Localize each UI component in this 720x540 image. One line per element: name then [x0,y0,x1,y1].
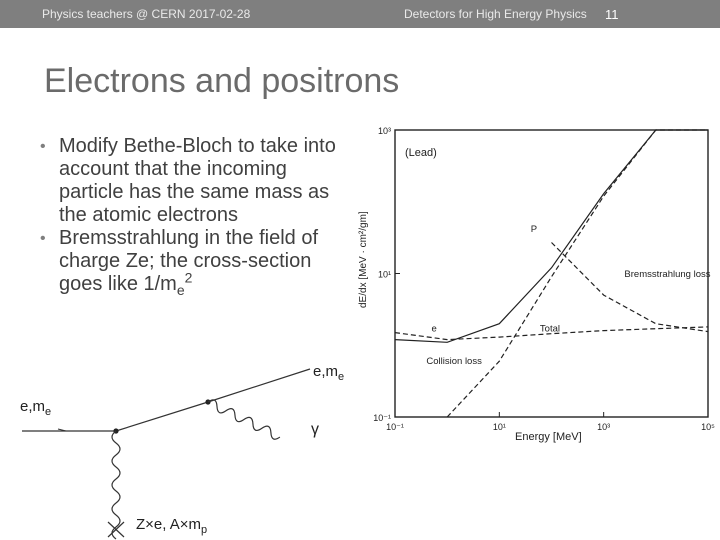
virtual-photon-line [112,431,120,539]
y-tick-label: 10⁻¹ [373,413,391,423]
y-tick-label: 10¹ [377,269,391,280]
incoming-label: $e,m_e$ [20,398,52,418]
bullet-superscript: 2 [184,269,193,286]
nucleus-label: Z×e, $A\times m_p$ [136,516,208,536]
x-axis-label: Energy [MeV] [515,431,582,443]
header-right-text: Detectors for High Energy Physics [404,7,587,21]
slide-title: Electrons and positrons [44,62,400,100]
bullet-icon: • [40,230,46,247]
series-line-p [552,243,709,332]
bullet-item [40,135,355,227]
energy-loss-chart [350,118,720,453]
curve-label-collision: Collision loss [426,355,482,367]
curve-label-e: e [431,323,437,335]
bullet-subscript: e [176,282,185,298]
y-tick-label: 10³ [377,126,391,136]
electron-internal-line [116,402,208,431]
nucleus-cross-icon [108,522,124,537]
bullet-text: Modify Bethe-Bloch to take into account that the incoming particle has the same mass as the atomic electrons [59,135,336,226]
outgoing-label: $e,m_e$ [313,363,345,383]
bremsstrahlung-diagram [0,355,360,540]
curve-label-p: P [530,223,538,235]
x-tick-label: 10⁵ [701,422,715,432]
photon-label: γ [311,421,319,438]
series-line-total [395,130,711,342]
chart-title: (Lead) [405,147,437,159]
x-tick-label: 10⁻¹ [386,422,404,432]
bullet-text: Bremsstrahlung in the field of charge Ze; the cross-section goes like 1/m [59,227,319,295]
outgoing-electron-line [208,369,310,402]
x-tick-label: 10¹ [492,422,506,432]
y-axis-label: dE/dx [MeV · cm²/gm] [358,211,369,308]
x-tick-label: 10³ [597,422,611,432]
curve-label-brems: Bremsstrahlung loss [624,268,711,280]
bullet-icon: • [40,138,46,155]
bullet-item [40,227,355,296]
header-left-text: Physics teachers @ CERN 2017-02-28 [42,7,251,21]
bullet-list [40,135,355,296]
curve-label-total: Total [539,323,561,335]
page-number: 11 [605,7,619,22]
photon-line [206,398,282,441]
